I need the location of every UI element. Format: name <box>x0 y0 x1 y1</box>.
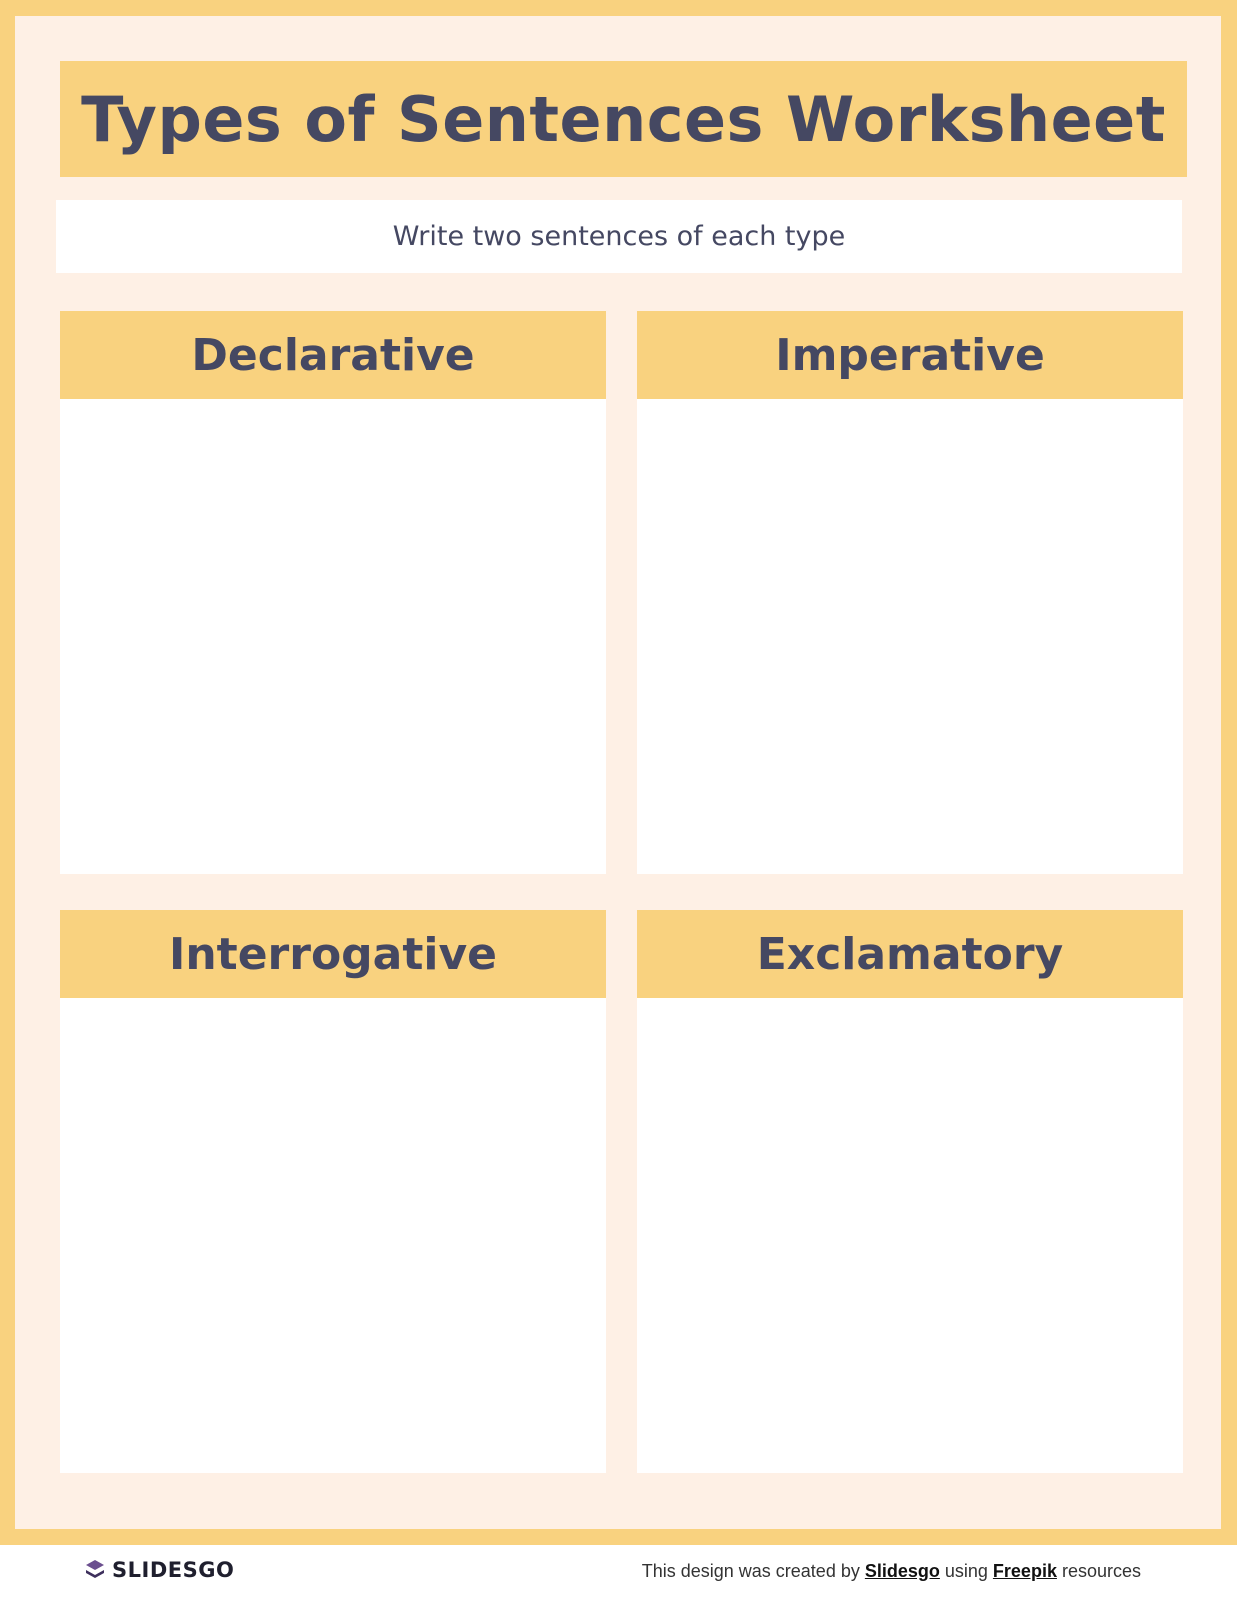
page-title: Types of Sentences Worksheet <box>81 82 1166 156</box>
answer-area-exclamatory[interactable] <box>637 998 1183 1473</box>
panel-heading: Exclamatory <box>756 928 1064 980</box>
panel-header <box>637 910 1183 998</box>
panel-header <box>60 311 606 399</box>
panel-heading: Declarative <box>191 329 475 381</box>
slidesgo-link[interactable]: Slidesgo <box>864 1560 940 1581</box>
instruction-box <box>56 200 1182 273</box>
credit-middle: using <box>939 1560 993 1581</box>
panel-header <box>60 910 606 998</box>
credit-suffix: resources <box>1056 1560 1141 1581</box>
title-banner <box>60 61 1187 177</box>
credit-prefix: This design was created by <box>641 1560 865 1581</box>
brand-name: SLIDESGO <box>112 1558 235 1582</box>
panel-heading: Interrogative <box>168 928 498 980</box>
slidesgo-logo-icon <box>84 1559 106 1581</box>
answer-area-interrogative[interactable] <box>60 998 606 1473</box>
footer-credit <box>642 1556 1141 1586</box>
panel-header <box>637 311 1183 399</box>
panel-heading: Imperative <box>775 329 1045 381</box>
panel-imperative <box>637 311 1183 874</box>
freepik-link[interactable]: Freepik <box>992 1560 1057 1581</box>
answer-area-imperative[interactable] <box>637 399 1183 874</box>
panel-interrogative <box>60 910 606 1473</box>
instruction-text: Write two sentences of each type <box>392 221 846 252</box>
panel-exclamatory <box>637 910 1183 1473</box>
panel-declarative <box>60 311 606 874</box>
answer-area-declarative[interactable] <box>60 399 606 874</box>
slidesgo-logo[interactable] <box>84 1555 234 1585</box>
